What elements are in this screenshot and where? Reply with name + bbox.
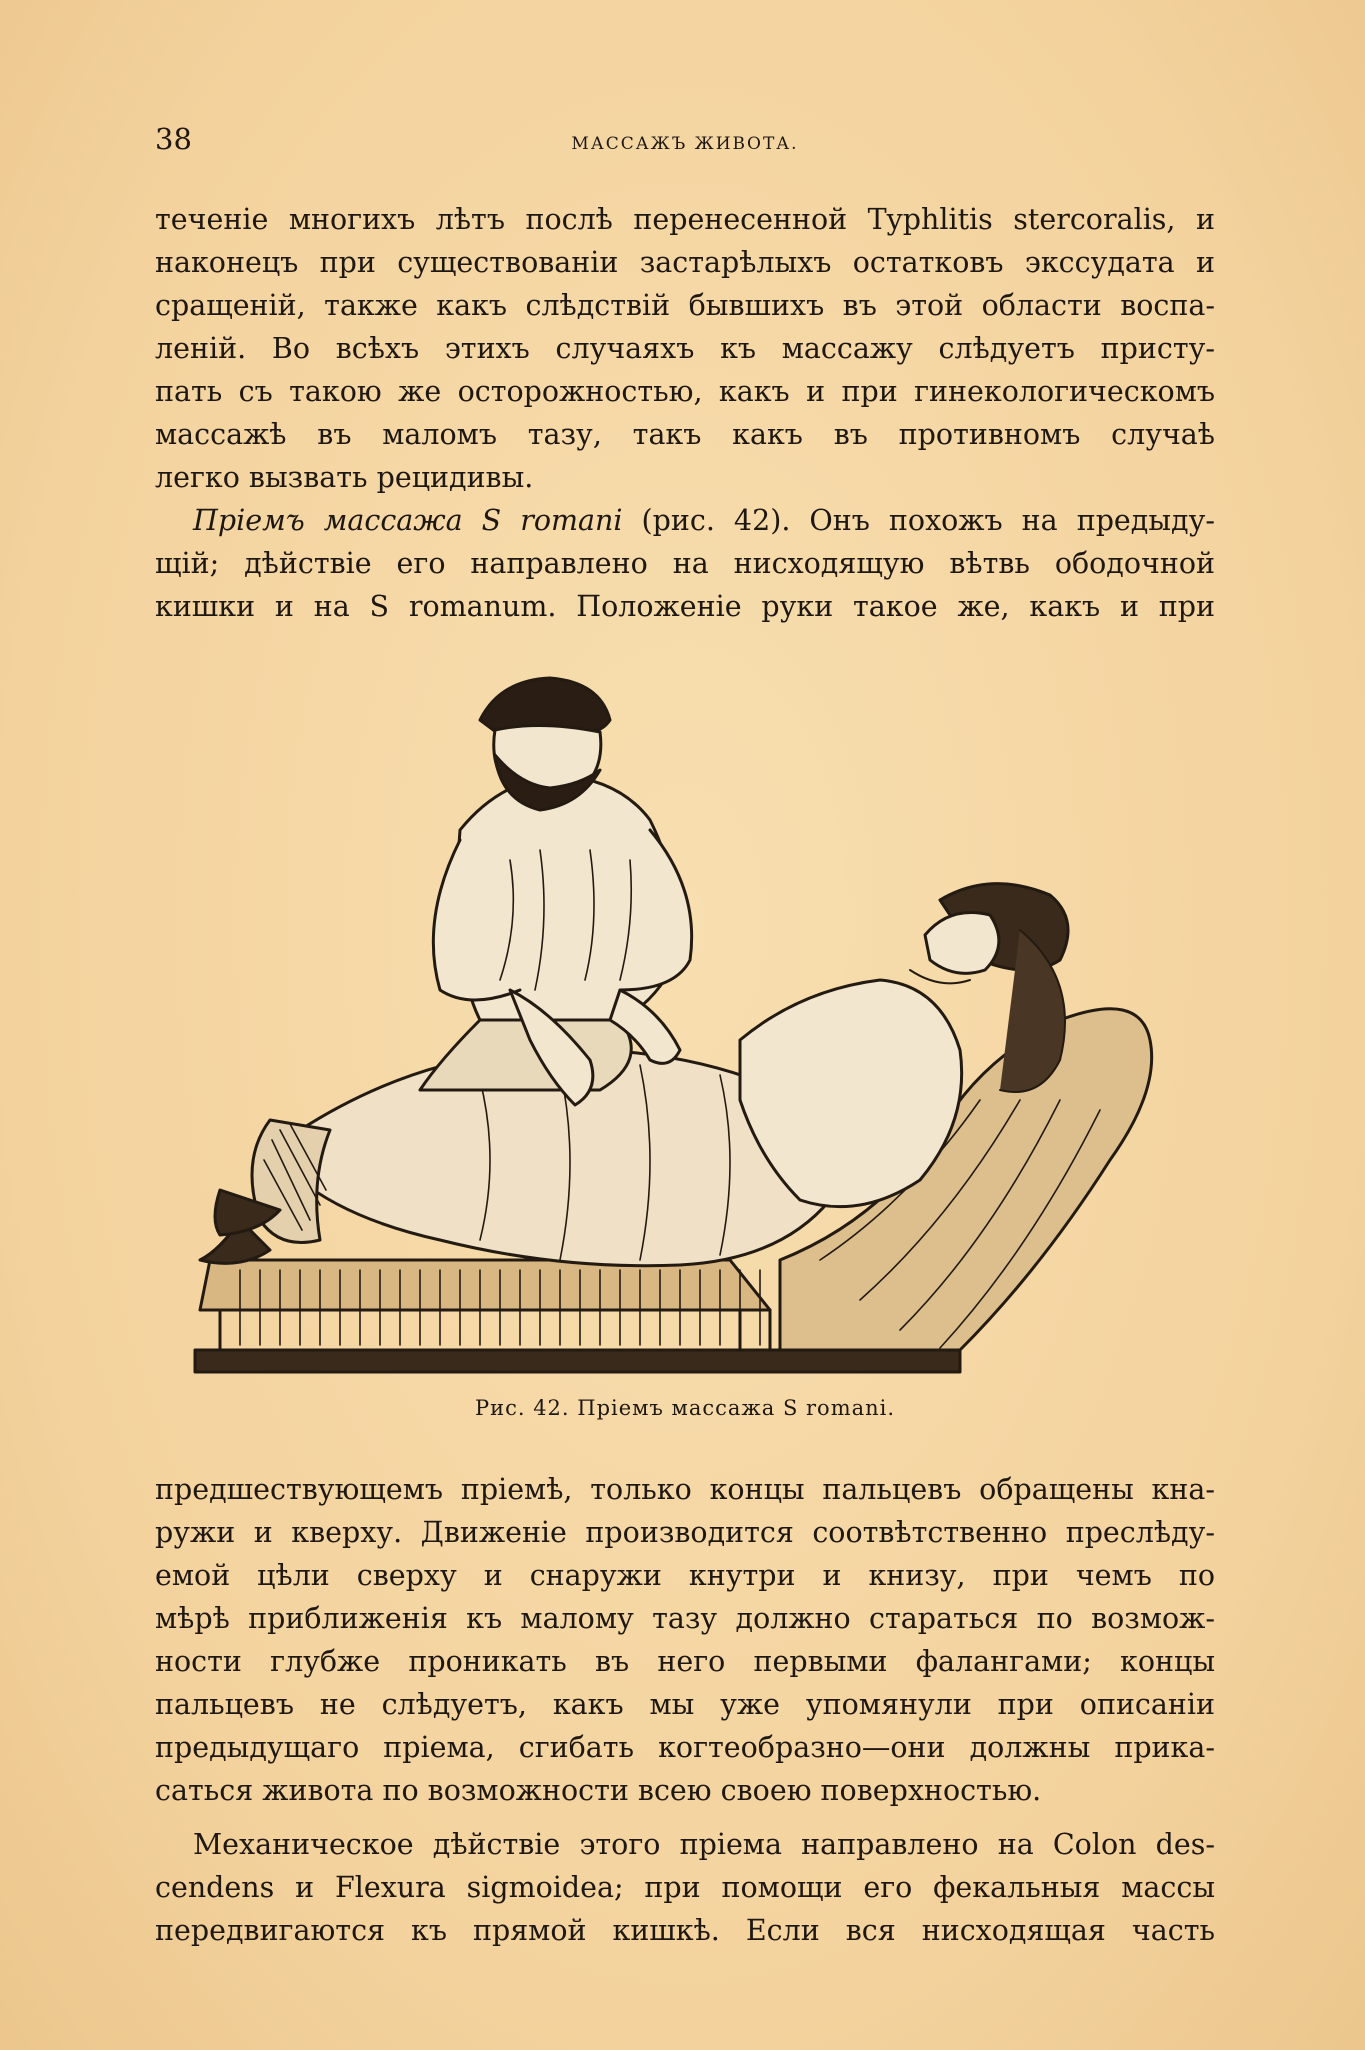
text-line: пальцевъ не слѣдуетъ, какъ мы уже упомянули при описаніи xyxy=(155,1688,1215,1721)
text-line: мѣрѣ приближенія къ малому тазу должно стараться по возмож- xyxy=(155,1602,1215,1635)
page-header xyxy=(155,122,1215,162)
text-line: пать съ такою же осторожностью, какъ и при гинекологическомъ xyxy=(155,375,1215,408)
text-line: щій; дѣйствіе его направлено на нисходящую вѣтвь ободочной xyxy=(155,547,1215,580)
paragraph-continued xyxy=(155,198,1215,499)
text-line: кишки и на S romanum. Положеніе руки такое же, какъ и при xyxy=(155,590,1215,623)
running-title: МАССАЖЪ ЖИВОТА. xyxy=(571,134,799,154)
paragraph-last xyxy=(155,1823,1215,1952)
text-line: наконецъ при существованіи застарѣлыхъ остатковъ экссудата и xyxy=(155,246,1215,279)
text-line: массажѣ въ маломъ тазу, такъ какъ въ противномъ случаѣ xyxy=(155,418,1215,451)
text-line: передвигаются къ прямой кишкѣ. Если вся нисходящая часть xyxy=(155,1914,1215,1947)
text-line: легко вызвать рецидивы. xyxy=(155,461,534,494)
text-line: емой цѣли сверху и снаружи кнутри и книзу, при чемъ по xyxy=(155,1559,1215,1592)
woman-face xyxy=(925,913,999,974)
text-line: саться живота по возможности всею своею поверхностью. xyxy=(155,1774,1042,1807)
figure-illustration xyxy=(180,660,1230,1400)
text-line: ружи и кверху. Движеніе производится соотвѣтственно преслѣду- xyxy=(155,1516,1215,1549)
page-number: 38 xyxy=(155,122,192,156)
text-line: cendens и Flexura sigmoidea; при помощи его фекальныя массы xyxy=(155,1871,1215,1904)
text-line: ности глубже проникать въ него первыми фалангами; концы xyxy=(155,1645,1215,1678)
text-line: леній. Во всѣхъ этихъ случаяхъ къ массажу слѣдуетъ присту- xyxy=(155,332,1215,365)
paragraph-after-figure xyxy=(155,1468,1215,1812)
text-line: предшествующемъ пріемѣ, только концы пальцевъ обращены кна- xyxy=(155,1473,1215,1506)
text-run: (рис. 42). Онъ похожъ на предыду- xyxy=(622,504,1215,537)
text-line: теченіе многихъ лѣтъ послѣ перенесенной Typhlitis stercoralis, и xyxy=(155,203,1215,236)
couch-base xyxy=(200,1260,770,1310)
technique-title: Пріемъ массажа S romani xyxy=(193,504,623,537)
text-line: сращеній, также какъ слѣдствій бывшихъ въ этой области воспа- xyxy=(155,289,1215,322)
text-line: предыдущаго пріема, сгибать когтеобразно—они должны прика- xyxy=(155,1731,1215,1764)
figure-caption: Рис. 42. Пріемъ массажа S romani. xyxy=(474,1396,896,1420)
paragraph-technique xyxy=(155,499,1215,628)
text-line: Механическое дѣйствіе этого пріема направлено на Colon des- xyxy=(193,1828,1215,1861)
text-line xyxy=(155,499,1215,542)
